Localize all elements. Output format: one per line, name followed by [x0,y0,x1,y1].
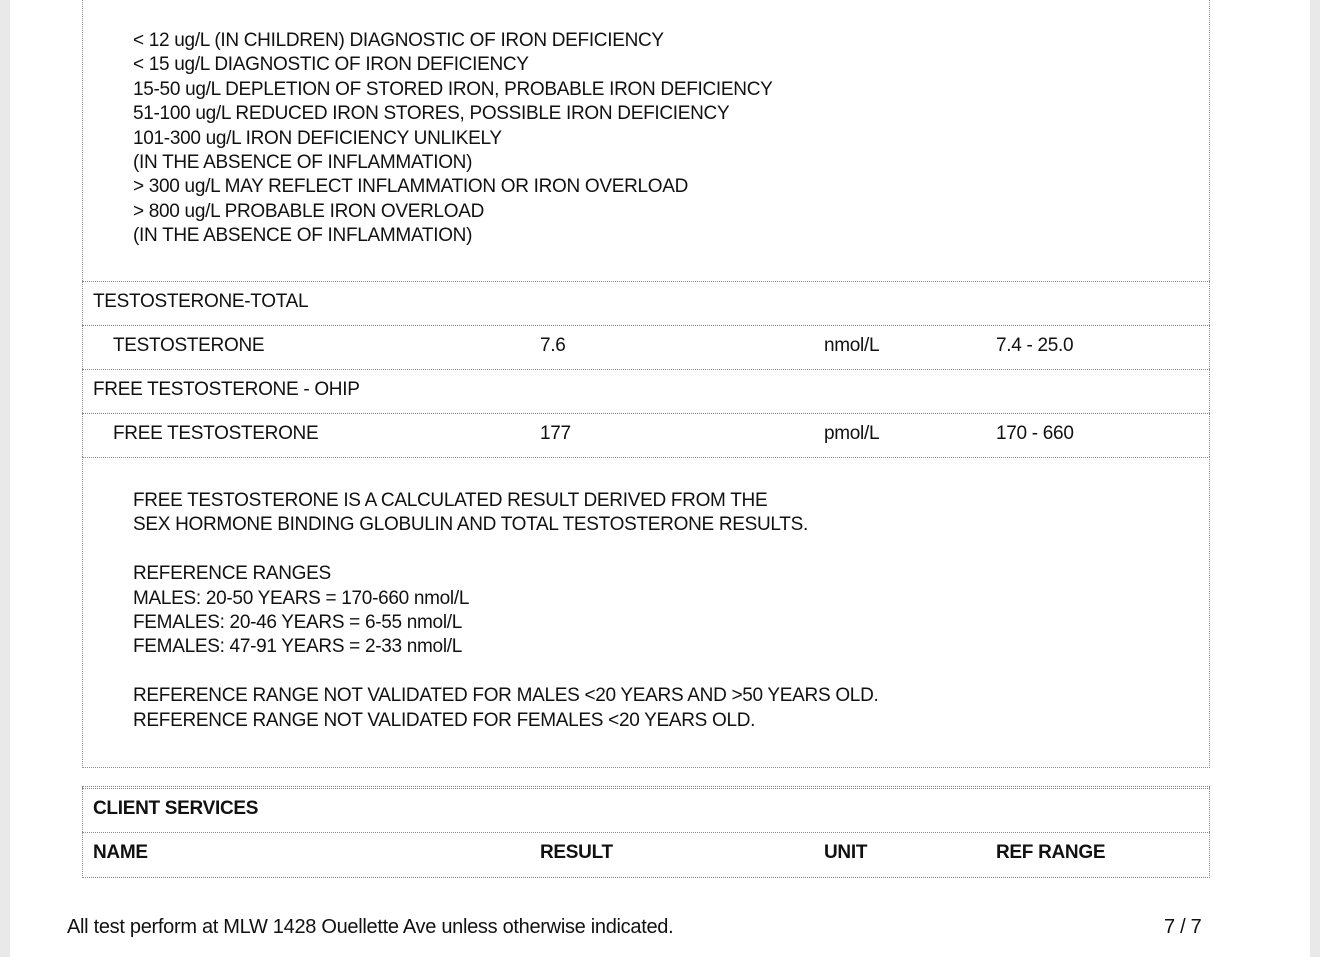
note-line: MALES: 20-50 YEARS = 170-660 nmol/L [133,587,470,609]
note-line: 51-100 ug/L REDUCED IRON STORES, POSSIBLE IRON DEFICIENCY [133,103,730,125]
note-line: REFERENCE RANGE NOT VALIDATED FOR FEMALES <20 YEARS OLD. [133,709,756,731]
note-line: 101-300 ug/L IRON DEFICIENCY UNLIKELY [133,127,502,149]
note-line [133,660,878,684]
group-title: FREE TESTOSTERONE - OHIP [93,379,360,400]
note-line: FEMALES: 20-46 YEARS = 6-55 nmol/L [133,611,462,633]
client-services-title-row [82,788,1210,832]
note-line: (IN THE ABSENCE OF INFLAMMATION) [133,151,473,173]
footer-note: All test perform at MLW 1428 Ouellette Ave unless otherwise indicated. [67,916,674,938]
ferritin-notes [133,29,772,249]
note-line: > 800 ug/L PROBABLE IRON OVERLOAD [133,200,485,222]
group-row-testosterone-total [82,281,1210,325]
report-page [10,0,1310,957]
note-line: (IN THE ABSENCE OF INFLAMMATION) [133,225,473,247]
free-testosterone-notes [133,489,878,733]
header-ref-range: REF RANGE [996,842,1106,863]
section-title: CLIENT SERVICES [93,798,259,819]
test-result: 7.6 [540,335,566,356]
test-unit: pmol/L [824,423,880,444]
note-line: 15-50 ug/L DEPLETION OF STORED IRON, PROBABLE IRON DEFICIENCY [133,78,773,100]
test-unit: nmol/L [824,335,880,356]
group-row-free-testosterone [82,369,1210,413]
test-name: TESTOSTERONE [113,335,265,356]
header-unit: UNIT [824,842,868,863]
note-line: > 300 ug/L MAY REFLECT INFLAMMATION OR IRON OVERLOAD [133,176,689,198]
note-line: REFERENCE RANGE NOT VALIDATED FOR MALES <20 YEARS AND >50 YEARS OLD. [133,685,879,707]
note-line [133,538,878,562]
header-result: RESULT [540,842,613,863]
note-line: < 15 ug/L DIAGNOSTIC OF IRON DEFICIENCY [133,54,529,76]
group-title: TESTOSTERONE-TOTAL [93,291,309,312]
note-line: < 12 ug/L (IN CHILDREN) DIAGNOSTIC OF IRON DEFICIENCY [133,30,664,51]
header-name: NAME [93,842,148,863]
page-number: 7 / 7 [1164,916,1202,938]
table-header-row [82,832,1210,876]
result-row-free-testosterone [82,413,1210,457]
note-line: FREE TESTOSTERONE IS A CALCULATED RESULT DERIVED FROM THE [133,490,768,511]
result-row-testosterone [82,325,1210,369]
test-ref-range: 170 - 660 [996,423,1074,444]
note-line: REFERENCE RANGES [133,563,331,585]
test-name: FREE TESTOSTERONE [113,423,319,444]
test-result: 177 [540,423,571,444]
note-line: FEMALES: 47-91 YEARS = 2-33 nmol/L [133,636,462,658]
note-line: SEX HORMONE BINDING GLOBULIN AND TOTAL TESTOSTERONE RESULTS. [133,514,808,536]
test-ref-range: 7.4 - 25.0 [996,335,1074,356]
divider [82,877,1210,878]
divider [82,767,1210,768]
